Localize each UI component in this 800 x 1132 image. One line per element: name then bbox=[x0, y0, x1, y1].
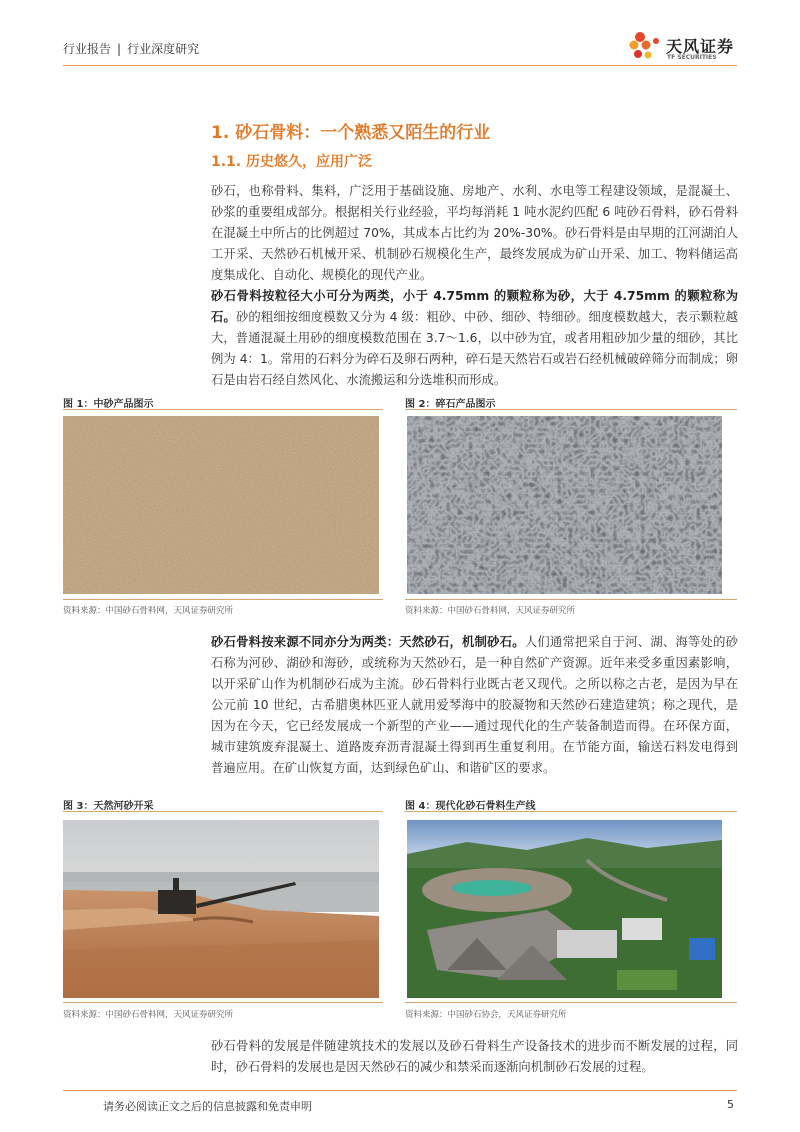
figure-4-source: 资料来源：中国砂石协会，天风证券研究所 bbox=[405, 1010, 567, 1020]
paragraph-intro: 砂石，也称骨料、集料，广泛用于基础设施、房地产、水利、水电等工程建设领域，是混凝土、砂浆的重要组成部分。根据相关行业经验，平均每消耗 1 吨水泥约匹配 6 吨砂石骨料，砂石骨料在混凝土中所占的比例超过 70%，其成本占比约为 20%-30%。砂石骨料是由早期的江河湖泊人工开采、天然砂石机械开采、机制砂石规模化生产，最终发展成为矿山开采、加工、物料储运高度集成化、自动化、规模化的现代产业。 bbox=[211, 184, 738, 282]
figure-3-rule bbox=[63, 811, 383, 812]
figure-3-bottom-rule bbox=[63, 1002, 383, 1003]
figure-4-bottom-rule bbox=[405, 1002, 737, 1003]
figure-2-bottom-rule bbox=[405, 599, 737, 600]
figure-4-production-line-image bbox=[407, 820, 722, 998]
figure-2-label: 图 2：碎石产品图示 bbox=[405, 399, 496, 410]
report-subtitle: 行业深度研究 bbox=[127, 42, 200, 56]
footer-disclaimer: 请务必阅读正文之后的信息披露和免责申明 bbox=[103, 1100, 312, 1113]
report-header bbox=[63, 40, 199, 57]
page-number: 5 bbox=[727, 1098, 734, 1111]
figure-3-river-sand-mining-image bbox=[63, 820, 379, 998]
paragraph-bold-lead: 砂石骨料按来源不同亦分为两类：天然砂石，机制砂石。 bbox=[211, 635, 525, 649]
paragraph-development: 砂石骨料的发展是伴随建筑技术的发展以及砂石骨料生产设备技术的进步而不断发展的过程，同时，砂石骨料的发展也是因天然砂石的减少和禁采而逐渐向机制砂石发展的过程。 bbox=[211, 1039, 738, 1074]
brand-subtitle: TF SECURITIES bbox=[667, 54, 717, 61]
figure-2-gravel-image bbox=[407, 416, 722, 594]
figure-2-source: 资料来源：中国砂石骨料网，天风证券研究所 bbox=[405, 606, 576, 616]
figure-1-sand-image bbox=[63, 416, 379, 594]
paragraph-body: 砂的粗细按细度模数又分为 4 级：粗砂、中砂、细砂、特细砂。细度模数越大，表示颗粒越大，普通混凝土用砂的细度模数范围在 3.7～1.6，以中砂为宜，或者用粗砂加少量的细砂，其比例为 4：1。常用的石料分为碎石及卵石两种，碎石是天然岩石或岩石经机械破碎筛分而制成；卵石是由岩石经自然风化、水流搬运和分选堆积而形成。 bbox=[211, 310, 738, 387]
figure-1-label: 图 1：中砂产品图示 bbox=[63, 399, 154, 410]
figure-2-rule bbox=[405, 409, 737, 410]
figure-1-rule bbox=[63, 409, 383, 410]
figure-4-label: 图 4：现代化砂石骨料生产线 bbox=[405, 801, 536, 812]
paragraph-body: 人们通常把采自于河、湖、海等处的砂石称为河砂、湖砂和海砂，或统称为天然砂石，是一种自然矿产资源。近年来受多重因素影响，以开采矿山作为机制砂石成为主流。砂石骨料行业既古老又现代。之所以称之古老，是因为早在公元前 10 世纪，古希腊奥林匹亚人就用爱琴海中的胶凝物和天然砂石建造建筑；称之现代，是因为在今天，它已经发展成一个新型的产业——通过现代化的生产装备制造而得。在环保方面，城市建筑废弃混凝土、道路废弃沥青混凝土得到再生重复利用。在节能方面，输送石料发电得到普遍应用。在矿山恢复方面，达到绿色矿山、和谐矿区的要求。 bbox=[211, 635, 738, 775]
header-separator: | bbox=[117, 42, 122, 56]
paragraph-classification-size bbox=[211, 286, 738, 391]
report-category: 行业报告 bbox=[63, 42, 112, 56]
paragraph-bold-lead: 砂石骨料按粒径大小可分为两类，小于 4.75mm 的颗粒称为砂，大于 4.75mm 的颗粒称为石。 bbox=[211, 289, 738, 324]
header-divider bbox=[63, 65, 737, 66]
figure-3-label: 图 3：天然河砂开采 bbox=[63, 801, 154, 812]
figure-4-rule bbox=[405, 811, 737, 812]
brand-name: 天风证券 bbox=[666, 37, 735, 56]
section-heading: 1. 砂石骨料：一个熟悉又陌生的行业 bbox=[211, 123, 491, 143]
figure-1-source: 资料来源：中国砂石骨料网，天风证券研究所 bbox=[63, 606, 234, 616]
paragraph-classification-source bbox=[211, 632, 738, 779]
footer-divider bbox=[63, 1090, 737, 1091]
figure-1-bottom-rule bbox=[63, 599, 383, 600]
figure-3-source: 资料来源：中国砂石骨料网，天风证券研究所 bbox=[63, 1010, 234, 1020]
subsection-heading: 1.1. 历史悠久，应用广泛 bbox=[211, 154, 372, 170]
